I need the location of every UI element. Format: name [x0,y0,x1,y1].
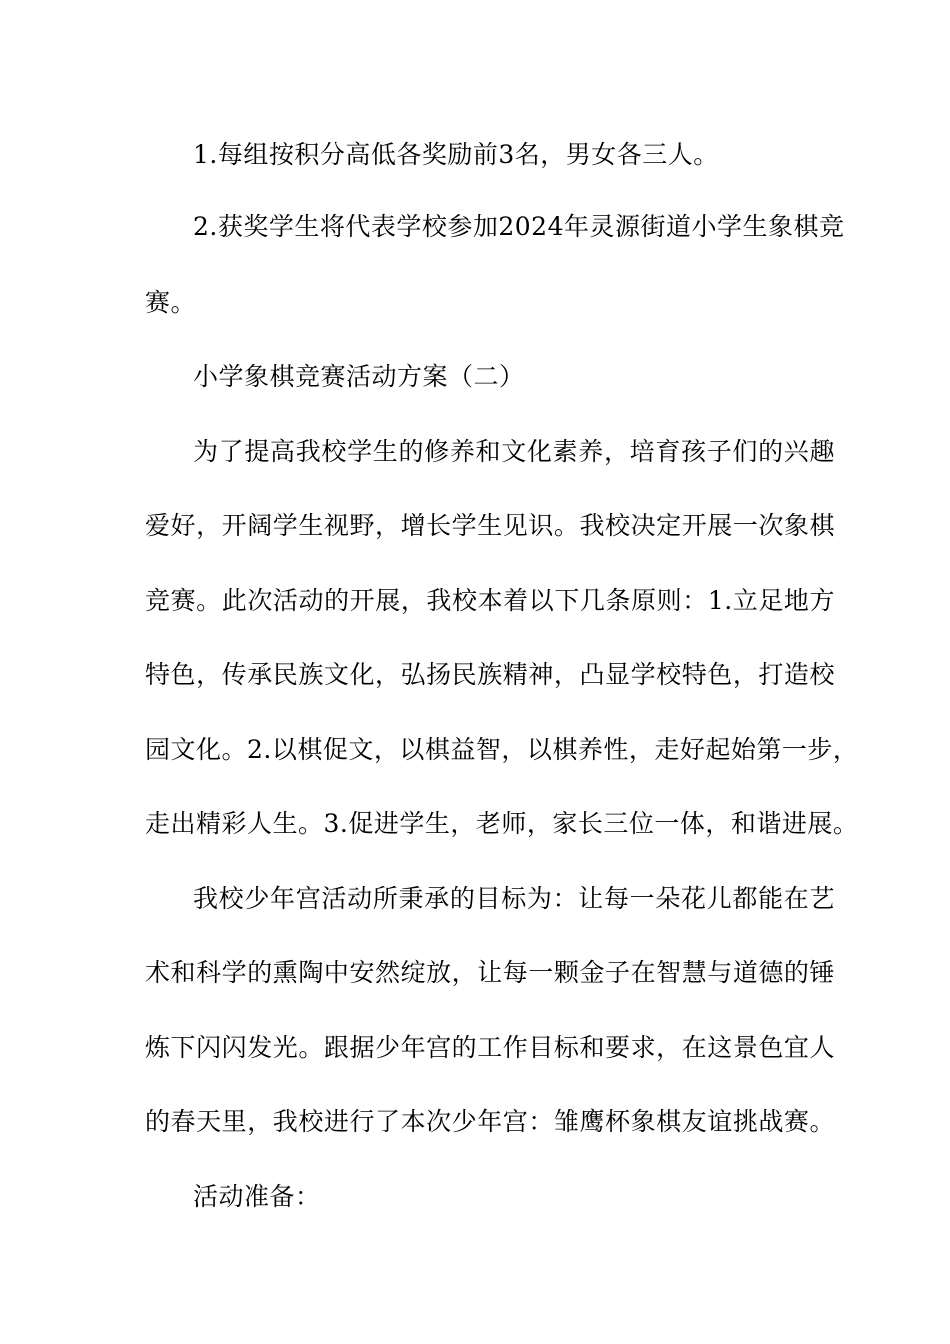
award-rule-2-continued: 赛。 [145,288,197,317]
paragraph-intro-line-5: 园文化。2.以棋促文，以棋益智，以棋养性，走好起始第一步， [145,735,859,764]
paragraph-intro-line-1: 为了提高我校学生的修养和文化素养，培育孩子们的兴趣 [193,437,835,466]
award-rule-1: 1.每组按积分高低各奖励前3名，男女各三人。 [193,140,719,169]
paragraph-intro-line-2: 爱好，开阔学生视野，增长学生见识。我校决定开展一次象棋 [145,511,835,540]
activity-preparation-heading: 活动准备： [193,1182,321,1211]
paragraph-intro-line-4: 特色，传承民族文化，弘扬民族精神，凸显学校特色，打造校 [145,660,835,689]
paragraph-goal-line-4: 的春天里，我校进行了本次少年宫：雏鹰杯象棋友谊挑战赛。 [145,1107,835,1136]
paragraph-goal-line-1: 我校少年宫活动所秉承的目标为：让每一朵花儿都能在艺 [193,884,835,913]
section-heading: 小学象棋竞赛活动方案（二） [193,362,525,391]
award-rule-2: 2.获奖学生将代表学校参加2024年灵源街道小学生象棋竞 [193,212,845,241]
paragraph-intro-line-3: 竞赛。此次活动的开展，我校本着以下几条原则：1.立足地方 [145,586,835,615]
paragraph-intro-line-6: 走出精彩人生。3.促进学生，老师，家长三位一体，和谐进展。 [145,809,859,838]
paragraph-goal-line-2: 术和科学的熏陶中安然绽放，让每一颗金子在智慧与道德的锤 [145,958,835,987]
paragraph-goal-line-3: 炼下闪闪发光。跟据少年宫的工作目标和要求，在这景色宜人 [145,1033,835,1062]
